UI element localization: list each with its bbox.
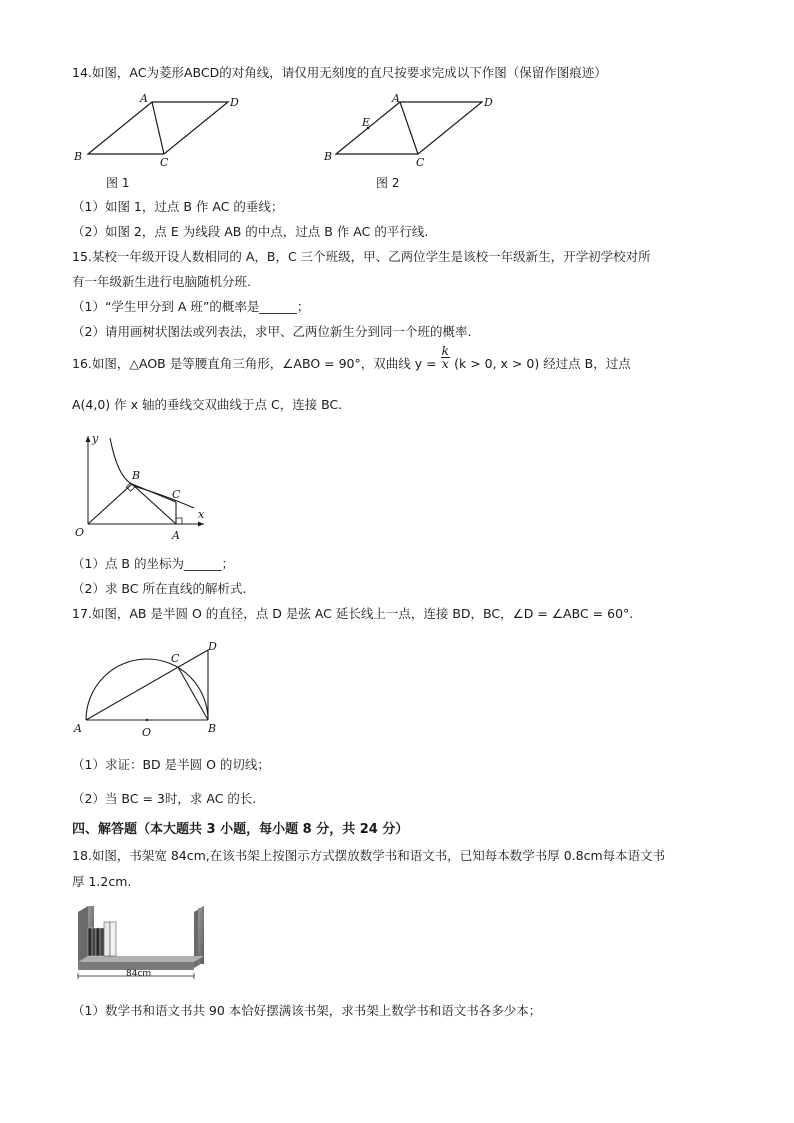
- fig1-label-c: C: [160, 156, 169, 169]
- q14-stem: 14.如图，AC为菱形ABCD的对角线，请仅用无刻度的直尺按要求完成以下作图（保留作图痕迹）: [72, 65, 607, 80]
- q18-part1: （1）数学书和语文书共 90 本恰好摆满该书架，求书架上数学书和语文书各多少本；: [72, 1003, 542, 1018]
- q17-label-o: O: [142, 726, 152, 739]
- q16-fraction: [441, 345, 451, 370]
- q16-frac-den: x: [441, 356, 449, 371]
- q14-figure-1: [72, 92, 242, 167]
- fig2-label-a: A: [392, 92, 400, 105]
- q15-stem-line2: 有一年级新生进行电脑随机分班.: [72, 274, 251, 289]
- q16-label-b: B: [132, 469, 141, 482]
- q15-part1: （1）“学生甲分到 A 班”的概率是______；: [72, 299, 310, 314]
- q16-stem-line2: A(4,0) 作 x 轴的垂线交双曲线于点 C，连接 BC.: [72, 397, 343, 412]
- q18-shelf-width-label: 84cm: [126, 969, 152, 979]
- q16-stem-a: 16.如图，△AOB 是等腰直角三角形，∠ABO = 90°，双曲线 y =: [72, 356, 437, 371]
- q17-label-a: A: [74, 722, 82, 735]
- q17-label-c: C: [171, 652, 180, 665]
- q16-label-o: O: [75, 526, 85, 539]
- fig2-label-b: B: [324, 150, 333, 163]
- q18-stem-line2: 厚 1.2cm.: [72, 874, 132, 889]
- q14-figure-2: [322, 92, 507, 167]
- q16-label-c: C: [172, 488, 181, 501]
- fig2-label-c: C: [416, 156, 425, 169]
- q17-part1: （1）求证：BD 是半圆 O 的切线；: [72, 757, 270, 772]
- q17-part2: （2）当 BC = 3时，求 AC 的长.: [72, 791, 257, 806]
- section-4-heading: 四、解答题（本大题共 3 小题，每小题 8 分，共 24 分）: [72, 822, 409, 837]
- q17-figure: [72, 640, 232, 740]
- fig1-label-d: D: [230, 96, 239, 109]
- q16-label-y: y: [92, 432, 99, 445]
- q16-figure: [72, 432, 212, 544]
- q18-bookshelf-figure: [72, 904, 212, 984]
- q16-stem-b: (k > 0, x > 0) 经过点 B，过点: [454, 356, 631, 371]
- q17-stem: 17.如图，AB 是半圆 O 的直径，点 D 是弦 AC 延长线上一点，连接 BD，BC，∠D = ∠ABC = 60°.: [72, 606, 634, 621]
- q16-label-x: x: [198, 508, 205, 521]
- q18-stem-line1: 18.如图，书架宽 84cm,在该书架上按图示方式摆放数学书和语文书，已知每本数学书厚 0.8cm每本语文书: [72, 848, 666, 863]
- q14-part1: （1）如图 1，过点 B 作 AC 的垂线；: [72, 199, 284, 214]
- q15-part2: （2）请用画树状图法或列表法，求甲、乙两位新生分到同一个班的概率.: [72, 324, 472, 339]
- q14-part2: （2）如图 2，点 E 为线段 AB 的中点，过点 B 作 AC 的平行线.: [72, 224, 429, 239]
- q16-stem-line1: [72, 343, 631, 372]
- q16-part1: （1）点 B 的坐标为______；: [72, 556, 234, 571]
- fig1-caption: 图 1: [106, 176, 130, 190]
- q17-label-b: B: [208, 722, 217, 735]
- fig2-label-d: D: [484, 96, 493, 109]
- q16-part2: （2）求 BC 所在直线的解析式.: [72, 581, 247, 596]
- q16-label-a: A: [172, 529, 180, 542]
- fig2-caption: 图 2: [376, 176, 400, 190]
- fig1-label-b: B: [74, 150, 83, 163]
- fig2-label-e: E: [362, 116, 371, 129]
- fig1-label-a: A: [140, 92, 148, 105]
- q17-label-d: D: [208, 640, 217, 653]
- q15-stem-line1: 15.某校一年级开设人数相同的 A，B，C 三个班级，甲、乙两位学生是该校一年级新生，开学初学校对所: [72, 249, 651, 264]
- q16-frac-num: k: [441, 343, 450, 358]
